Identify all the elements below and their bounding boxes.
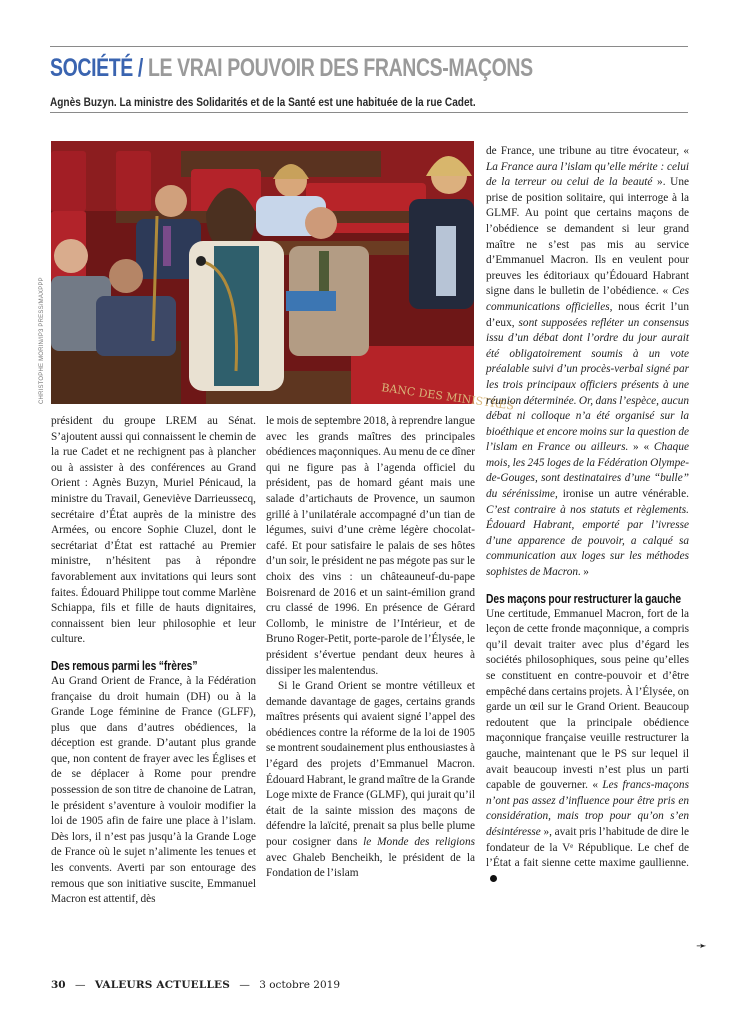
photo-credit: CHRISTOPHE MORIN/IP3 PRESS/MAXPPP (39, 277, 45, 404)
section-title: LE VRAI POUVOIR DES FRANCS-MAÇONS (147, 54, 533, 82)
quote: Chaque mois, les 245 loges de la Fédération Olympe-de-Gouges, sont destinataires d’une “bulle” du sérénissime, (486, 441, 689, 501)
article-column-2 (266, 414, 475, 962)
rubric-label: SOCIÉTÉ (50, 54, 133, 82)
article-column-1 (51, 414, 256, 962)
end-of-article-mark (490, 875, 497, 882)
page-footer: 30 — VALEURS ACTUELLES — 3 octobre 2019 (51, 979, 340, 991)
quote: La France aura l’islam qu’elle mérite : celui de la terreur ou celui de la beauté (486, 160, 689, 189)
paragraph: Une certitude, Emmanuel Macron, fort de la leçon de cette fronde maçonnique, a compris qu’il devait traiter avec plus d’égard les sociétés philosophiques, sous peine qu’elles se constituent en contre-pouvoir et d’être empêché dans certains projets. À l’Élysée, on garde un œil sur le Grand Orient. Beaucoup redoutent que la principale obédience maçonnique française veuille restructurer la gauche, maintenant que le PS sur lequel il avait beaucoup investi n’est plus un parti capable de gouverner. « Les francs-maçons n’ont pas assez d’influence pour être pris en considération, mais trop pour qu’on s’en désintéresse », avait pris l’habitude de dire le fondateur de la Vᵉ République. Le chef de l’État a fait sienne cette maxime gaullienne. (486, 607, 689, 888)
subheading-gauche: Des maçons pour restructurer la gauche (486, 591, 682, 606)
article-photo (51, 141, 515, 413)
quote: Ces communications officielles, (486, 285, 689, 313)
photo-caption: Agnès Buzyn. La ministre des Solidarités et de la Santé est une habituée de la rue Cadet. (50, 95, 476, 109)
assembly-photo-illustration (51, 141, 515, 413)
paragraph: président du groupe LREM au Sénat. S’ajoutent aussi qui connaissent le chemin de la rue Cadet et ne rechignent pas à plancher ou à assister à des conférences au Grand Orient : Agnès Buzyn, Muriel Pénicaud, la ministre du Travail, Geneviève Darrieussecq, secrétaire d’État auprès de la ministre des Armées, ou encore Sophie Cluzel, dont le secrétariat d’État est rattaché au Premier ministre, n’hésitent pas à répondre favorablement aux invitations qui leurs sont faites. Édouard Philippe tout comme Marlène Schiappa, fils et fille de hauts dignitaires, connaissent bien leur philosophie et leur culture. (51, 415, 256, 646)
paragraph: de France, une tribune au titre évocateur, « La France aura l’islam qu’elle mérite : celui de la terreur ou celui de la beauté ». Une prise de position solitaire, qui interroge à la GLMF. Au point que certains maçons de l’obédience se demandent si leur grand maître ne s’est pas mis au service d’Emmanuel Macron. Ils en veulent pour preuves les éditoriaux qu’Édouard Habrant signe dans le bulletin de l’obédience. « Ces communications officielles, nous écrit l’un d’eux, sont supposées refléter un consensus issu d’un débat dont l’ordre du jour aurait été obligatoirement soumis à un vote préalable suivi d’un procès-verbal signé par les trois principaux officiers présents à une réunion déterminée. Or, dans l’espèce, aucun débat ni colloque n’a été organisé sur la bioéthique et encore moins sur la question de l’islam en France ou ailleurs. » « Chaque mois, les 245 loges de la Fédération Olympe-de-Gouges, sont destinataires d’une “bulle” du sérénissime, ironise un autre vénérable. C’est contraire à nos statuts et règlements. Édouard Habrant, emporté par l’ivresse d’une apparence de pouvoir, a calqué sa communication aux loges sur les méthodes sophistes de Macron. » (486, 145, 689, 579)
paragraph: Si le Grand Orient se montre vétilleux et demande davantage de gages, certains grands maîtres présents qui avaient signé l’appel des obédiences contre la réforme de la loi de 1905 se montrent soudainement plus enthousiastes à l’égard des projets d’Emmanuel Macron. Édouard Habrant, le grand maître de la Grande Loge mixte de France (GLMF), qui jurait qu’il était de la sainte mission des maçons de défendre la laïcité, prenait sa plus belle plume pour cosigner dans le Monde des religions avec Ghaleb Bencheikh, le président de la Fondation de l’islam (266, 680, 475, 880)
paragraph: Au Grand Orient de France, à la Fédération française du droit humain (DH) ou à la Grande Loge féminine de France (GLFF), plus que dans d’autres obédiences, la déception est grande. D’autant plus grande que, non content de frayer avec les Églises et de se déplacer à Rome pour prendre possession de son titre de chanoine de Latran, le président s’aventure à vouloir modifier la loi de 1905 afin de faire une place à l’islam. Dès lors, il n’est pas jusqu’à la Grande Loge de France où le sujet n’alimente les tenues et les convents. Averti par son entourage des remous que son initiative suscite, Emmanuel Macron est attentif, dès (51, 674, 256, 906)
page-number: 30 (51, 979, 66, 991)
rubric-separator: / (137, 54, 143, 82)
quote: sont supposées refléter un consensus issu d’un débat dont l’ordre du jour aurait été obligatoirement soumis à un vote préalable suivi d’un procès-verbal signé par les trois principaux officiers présents à une réunion déterminée. Or, dans l’espèce, aucun débat ni colloque n’a été organisé sur la bioéthique et encore moins sur la question de l’islam en France ou ailleurs. (486, 316, 689, 454)
publication-name: VALEURS ACTUELLES (94, 979, 231, 991)
quote: C’est contraire à nos statuts et règlements. Édouard Habrant, emporté par l’ivresse d’une apparence de pouvoir, a calqué sa communication aux loges sur les méthodes sophistes de Macron. (486, 503, 689, 579)
bench-label: BANC DES MINISTRES (380, 381, 515, 413)
caption-rule (50, 112, 688, 113)
subheading-remous: Des remous parmi les “frères” (51, 658, 198, 673)
publication-title: le Monde des religions (363, 836, 475, 849)
arrow-right-icon: ➛ (696, 939, 707, 954)
quote: Les francs-maçons n’ont pas assez d’influence pour être pris en considération, mais trop pour qu’on s’en désintéresse (486, 779, 689, 838)
paragraph: le mois de septembre 2018, à reprendre langue avec les grands maîtres des principales obédiences maçonniques. Au menu de ce dîner qui ne figure pas à l’agenda officiel du président, pas de homard géant mais une salade d’artichauts de Provence, un saumon grillé à l’unilatérale accompagné d’un tian de légumes, suivi d’une crème légère chocolat-café. Et pour satisfaire le palais de ses hôtes d’un soir, le président ne pas mégote pas sur le choix des vins : un châteauneuf-du-pape Boisrenard de 2016 et un saint-émilion grand cru classé de 1996. En présence de Gérard Collomb, le ministre de l’Intérieur, et de Bruno Roger-Petit, porte-parole de l’Élysée, le président s’évertue pendant deux heures à dissiper les malentendus. (266, 415, 475, 677)
issue-date: 3 octobre 2019 (259, 979, 340, 991)
top-rule (50, 46, 688, 47)
page-headline (50, 54, 533, 83)
article-column-3 (486, 144, 689, 962)
